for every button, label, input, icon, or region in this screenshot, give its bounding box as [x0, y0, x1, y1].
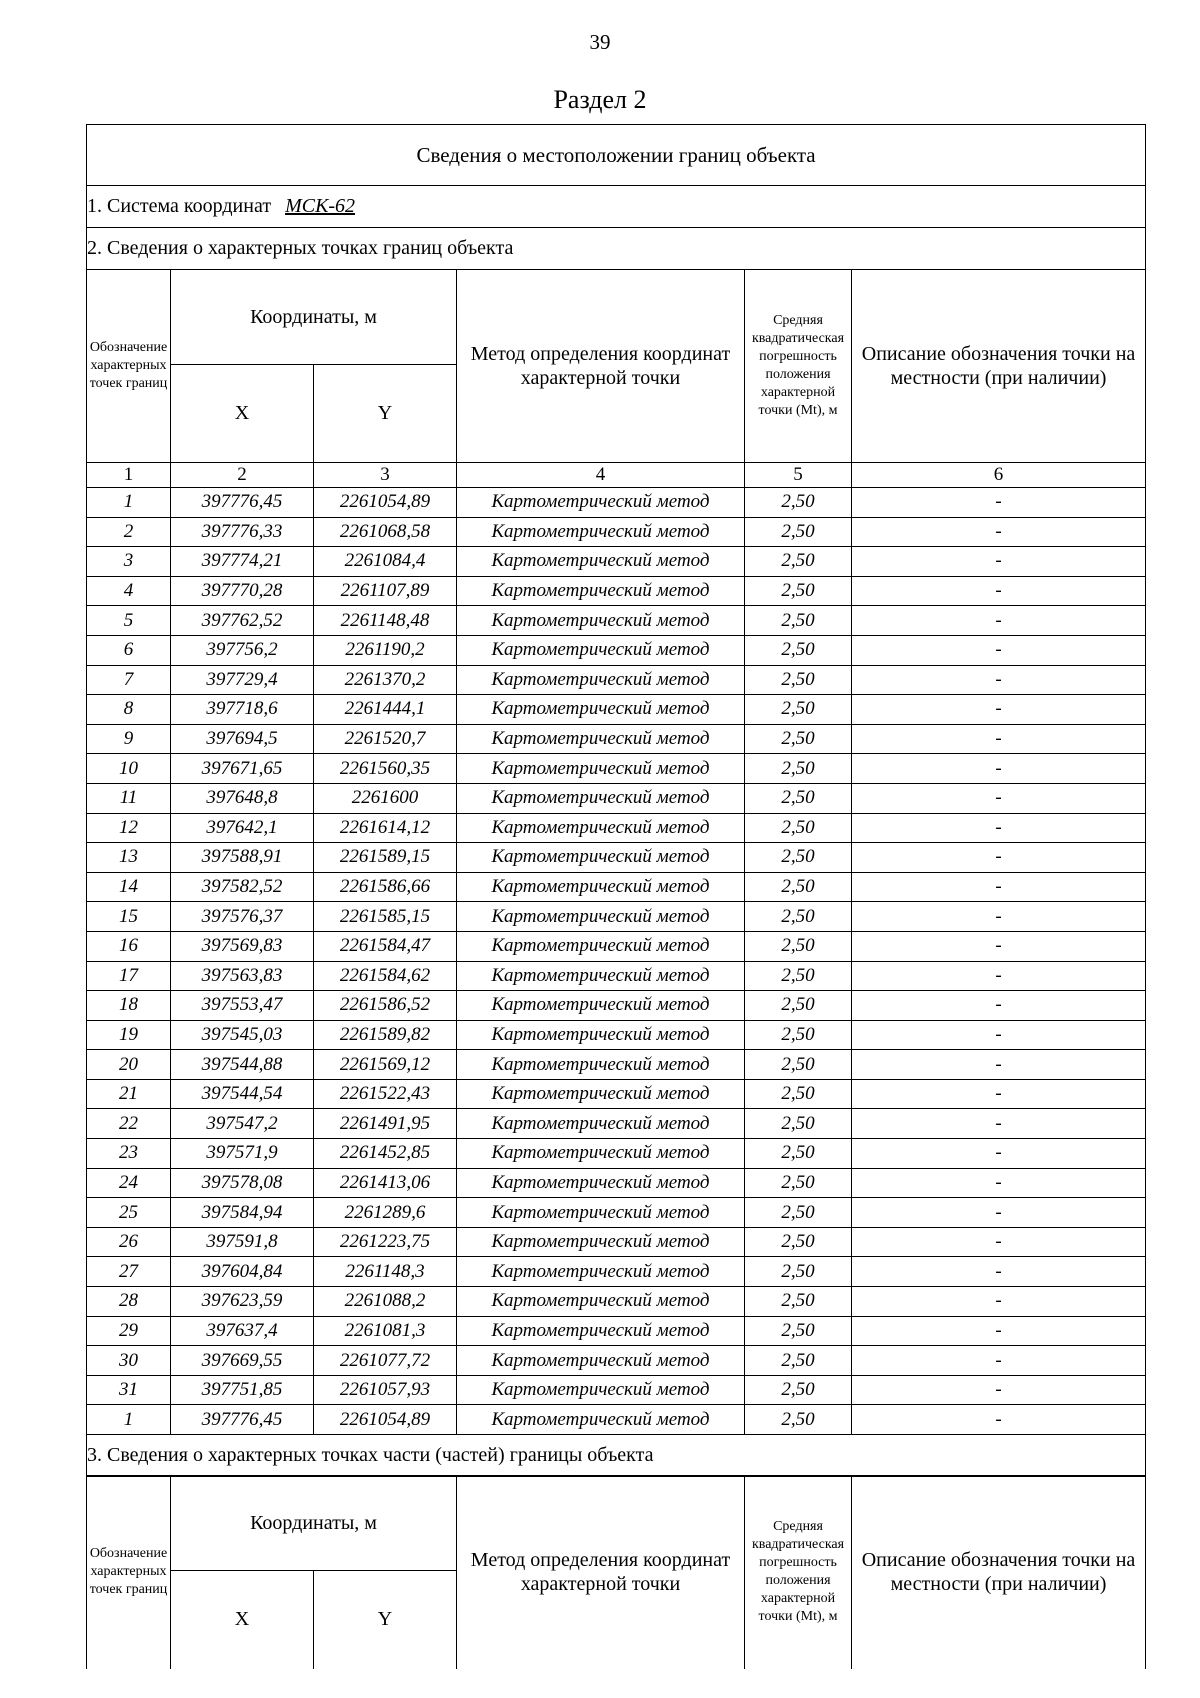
point-number-cell: 19	[87, 1020, 171, 1050]
table-row	[87, 1316, 1146, 1346]
y-cell: 2261585,15	[314, 902, 457, 932]
description-cell: -	[852, 1050, 1146, 1080]
accuracy-cell: 2,50	[745, 1227, 852, 1257]
description-cell: -	[852, 1109, 1146, 1139]
points-section-title: 2. Сведения о характерных точках границ объекта	[87, 228, 1146, 270]
accuracy-cell: 2,50	[745, 843, 852, 873]
table-caption: Сведения о местоположении границ объекта	[87, 125, 1146, 186]
y-cell: 2261491,95	[314, 1109, 457, 1139]
y-cell: 2261057,93	[314, 1375, 457, 1405]
description-cell: -	[852, 1198, 1146, 1228]
method-cell: Картометрический метод	[457, 754, 745, 784]
accuracy-cell: 2,50	[745, 724, 852, 754]
point-number-cell: 17	[87, 961, 171, 991]
point-number-cell: 2	[87, 517, 171, 547]
y-cell: 2261148,48	[314, 606, 457, 636]
x-cell: 397762,52	[171, 606, 314, 636]
description-cell: -	[852, 1020, 1146, 1050]
coord-system-label: 1. Система координат	[87, 195, 272, 217]
table-row	[87, 1050, 1146, 1080]
method-cell: Картометрический метод	[457, 783, 745, 813]
table-row	[87, 843, 1146, 873]
accuracy-cell: 2,50	[745, 902, 852, 932]
table-row	[87, 754, 1146, 784]
x-cell: 397756,2	[171, 635, 314, 665]
x-cell: 397637,4	[171, 1316, 314, 1346]
x-cell: 397563,83	[171, 961, 314, 991]
method-cell: Картометрический метод	[457, 961, 745, 991]
accuracy-cell: 2,50	[745, 1375, 852, 1405]
accuracy-cell: 2,50	[745, 754, 852, 784]
accuracy-cell: 2,50	[745, 991, 852, 1021]
x-cell: 397648,8	[171, 783, 314, 813]
x-cell: 397642,1	[171, 813, 314, 843]
table-row	[87, 488, 1146, 518]
accuracy-cell: 2,50	[745, 1346, 852, 1376]
accuracy-cell: 2,50	[745, 695, 852, 725]
x-cell: 397669,55	[171, 1346, 314, 1376]
table-row	[87, 635, 1146, 665]
description-cell: -	[852, 488, 1146, 518]
x-cell: 397729,4	[171, 665, 314, 695]
description-cell: -	[852, 1139, 1146, 1169]
header-accuracy: Средняя квадратическая погрешность положения характерной точки (Mt), м	[745, 270, 852, 463]
accuracy-cell: 2,50	[745, 1316, 852, 1346]
table-row	[87, 783, 1146, 813]
table-row	[87, 1168, 1146, 1198]
description-cell: -	[852, 1168, 1146, 1198]
x-cell: 397576,37	[171, 902, 314, 932]
boundary-table-container	[86, 124, 1145, 1631]
header-description: Описание обозначения точки на местности (при наличии)	[852, 1476, 1146, 1669]
method-cell: Картометрический метод	[457, 1168, 745, 1198]
x-cell: 397776,33	[171, 517, 314, 547]
table-row	[87, 547, 1146, 577]
y-cell: 2261223,75	[314, 1227, 457, 1257]
accuracy-cell: 2,50	[745, 1079, 852, 1109]
y-cell: 2261600	[314, 783, 457, 813]
point-number-cell: 21	[87, 1079, 171, 1109]
point-number-cell: 4	[87, 576, 171, 606]
table-row	[87, 961, 1146, 991]
method-cell: Картометрический метод	[457, 813, 745, 843]
table-row	[87, 724, 1146, 754]
column-number: 3	[314, 463, 457, 488]
y-cell: 2261148,3	[314, 1257, 457, 1287]
method-cell: Картометрический метод	[457, 1287, 745, 1317]
parts-table	[86, 1434, 1146, 1477]
method-cell: Картометрический метод	[457, 991, 745, 1021]
description-cell: -	[852, 517, 1146, 547]
description-cell: -	[852, 1227, 1146, 1257]
y-cell: 2261077,72	[314, 1346, 457, 1376]
description-cell: -	[852, 1287, 1146, 1317]
table-row	[87, 1405, 1146, 1435]
point-number-cell: 10	[87, 754, 171, 784]
x-cell: 397591,8	[171, 1227, 314, 1257]
description-cell: -	[852, 872, 1146, 902]
accuracy-cell: 2,50	[745, 1109, 852, 1139]
description-cell: -	[852, 606, 1146, 636]
description-cell: -	[852, 1375, 1146, 1405]
table-row	[87, 813, 1146, 843]
method-cell: Картометрический метод	[457, 517, 745, 547]
description-cell: -	[852, 665, 1146, 695]
description-cell: -	[852, 843, 1146, 873]
column-number-row	[87, 463, 1146, 488]
header-x: X	[171, 365, 314, 463]
x-cell: 397547,2	[171, 1109, 314, 1139]
y-cell: 2261614,12	[314, 813, 457, 843]
method-cell: Картометрический метод	[457, 1020, 745, 1050]
method-cell: Картометрический метод	[457, 872, 745, 902]
x-cell: 397584,94	[171, 1198, 314, 1228]
description-cell: -	[852, 813, 1146, 843]
table-row	[87, 1375, 1146, 1405]
description-cell: -	[852, 1079, 1146, 1109]
point-number-cell: 9	[87, 724, 171, 754]
accuracy-cell: 2,50	[745, 931, 852, 961]
point-number-cell: 20	[87, 1050, 171, 1080]
accuracy-cell: 2,50	[745, 547, 852, 577]
description-cell: -	[852, 635, 1146, 665]
description-cell: -	[852, 724, 1146, 754]
accuracy-cell: 2,50	[745, 1139, 852, 1169]
table-row	[87, 517, 1146, 547]
section-title: Раздел 2	[553, 85, 647, 114]
y-cell: 2261081,3	[314, 1316, 457, 1346]
y-cell: 2261413,06	[314, 1168, 457, 1198]
accuracy-cell: 2,50	[745, 783, 852, 813]
point-number-cell: 29	[87, 1316, 171, 1346]
table-row	[87, 665, 1146, 695]
x-cell: 397588,91	[171, 843, 314, 873]
point-number-cell: 22	[87, 1109, 171, 1139]
x-cell: 397776,45	[171, 488, 314, 518]
table-row	[87, 1198, 1146, 1228]
coord-system-row	[87, 186, 1146, 228]
accuracy-cell: 2,50	[745, 961, 852, 991]
y-cell: 2261452,85	[314, 1139, 457, 1169]
accuracy-cell: 2,50	[745, 606, 852, 636]
x-cell: 397569,83	[171, 931, 314, 961]
method-cell: Картометрический метод	[457, 1375, 745, 1405]
x-cell: 397544,88	[171, 1050, 314, 1080]
method-cell: Картометрический метод	[457, 1346, 745, 1376]
point-number-cell: 14	[87, 872, 171, 902]
accuracy-cell: 2,50	[745, 1168, 852, 1198]
description-cell: -	[852, 961, 1146, 991]
y-cell: 2261370,2	[314, 665, 457, 695]
table-row	[87, 1079, 1146, 1109]
description-cell: -	[852, 695, 1146, 725]
accuracy-cell: 2,50	[745, 1405, 852, 1435]
method-cell: Картометрический метод	[457, 576, 745, 606]
table-row	[87, 1287, 1146, 1317]
header-coords: Координаты, м	[171, 270, 457, 365]
point-number-cell: 6	[87, 635, 171, 665]
table-row	[87, 931, 1146, 961]
description-cell: -	[852, 1257, 1146, 1287]
parts-table-header-cropped	[86, 1475, 1145, 1631]
x-cell: 397694,5	[171, 724, 314, 754]
accuracy-cell: 2,50	[745, 1050, 852, 1080]
method-cell: Картометрический метод	[457, 1139, 745, 1169]
y-cell: 2261520,7	[314, 724, 457, 754]
method-cell: Картометрический метод	[457, 931, 745, 961]
column-number: 5	[745, 463, 852, 488]
table-row	[87, 991, 1146, 1021]
y-cell: 2261586,52	[314, 991, 457, 1021]
method-cell: Картометрический метод	[457, 695, 745, 725]
point-number-cell: 24	[87, 1168, 171, 1198]
header-method: Метод определения координат характерной точки	[457, 1476, 745, 1669]
point-number-cell: 27	[87, 1257, 171, 1287]
x-cell: 397776,45	[171, 1405, 314, 1435]
y-cell: 2261569,12	[314, 1050, 457, 1080]
method-cell: Картометрический метод	[457, 724, 745, 754]
point-number-cell: 30	[87, 1346, 171, 1376]
method-cell: Картометрический метод	[457, 1050, 745, 1080]
header-y: Y	[314, 1571, 457, 1669]
accuracy-cell: 2,50	[745, 1198, 852, 1228]
method-cell: Картометрический метод	[457, 547, 745, 577]
accuracy-cell: 2,50	[745, 813, 852, 843]
x-cell: 397571,9	[171, 1139, 314, 1169]
point-number-cell: 31	[87, 1375, 171, 1405]
method-cell: Картометрический метод	[457, 1227, 745, 1257]
point-number-cell: 18	[87, 991, 171, 1021]
x-cell: 397774,21	[171, 547, 314, 577]
x-cell: 397578,08	[171, 1168, 314, 1198]
coord-system-value: МСК-62	[285, 195, 356, 217]
table-row	[87, 1109, 1146, 1139]
column-number: 2	[171, 463, 314, 488]
x-cell: 397582,52	[171, 872, 314, 902]
description-cell: -	[852, 902, 1146, 932]
boundary-table	[86, 124, 1146, 1435]
column-number: 6	[852, 463, 1146, 488]
description-cell: -	[852, 1346, 1146, 1376]
description-cell: -	[852, 754, 1146, 784]
point-number-cell: 11	[87, 783, 171, 813]
header-coords: Координаты, м	[171, 1476, 457, 1571]
x-cell: 397604,84	[171, 1257, 314, 1287]
description-cell: -	[852, 1405, 1146, 1435]
accuracy-cell: 2,50	[745, 1257, 852, 1287]
header-point: Обозначение характерных точек границ	[87, 1476, 171, 1669]
x-cell: 397751,85	[171, 1375, 314, 1405]
method-cell: Картометрический метод	[457, 635, 745, 665]
table-row	[87, 1139, 1146, 1169]
table-row	[87, 1346, 1146, 1376]
header-accuracy: Средняя квадратическая погрешность положения характерной точки (Mt), м	[745, 1476, 852, 1669]
y-cell: 2261522,43	[314, 1079, 457, 1109]
method-cell: Картометрический метод	[457, 665, 745, 695]
y-cell: 2261084,4	[314, 547, 457, 577]
accuracy-cell: 2,50	[745, 872, 852, 902]
point-number-cell: 8	[87, 695, 171, 725]
table-row	[87, 695, 1146, 725]
y-cell: 2261088,2	[314, 1287, 457, 1317]
table-row	[87, 1257, 1146, 1287]
y-cell: 2261560,35	[314, 754, 457, 784]
accuracy-cell: 2,50	[745, 1287, 852, 1317]
x-cell: 397553,47	[171, 991, 314, 1021]
description-cell: -	[852, 547, 1146, 577]
method-cell: Картометрический метод	[457, 1257, 745, 1287]
method-cell: Картометрический метод	[457, 1079, 745, 1109]
y-cell: 2261190,2	[314, 635, 457, 665]
method-cell: Картометрический метод	[457, 1316, 745, 1346]
point-number-cell: 13	[87, 843, 171, 873]
y-cell: 2261068,58	[314, 517, 457, 547]
accuracy-cell: 2,50	[745, 517, 852, 547]
table-row	[87, 576, 1146, 606]
x-cell: 397718,6	[171, 695, 314, 725]
point-number-cell: 1	[87, 488, 171, 518]
table-row	[87, 872, 1146, 902]
parts-section-title: 3. Сведения о характерных точках части (частей) границы объекта	[87, 1434, 1146, 1476]
accuracy-cell: 2,50	[745, 1020, 852, 1050]
accuracy-cell: 2,50	[745, 488, 852, 518]
column-number: 1	[87, 463, 171, 488]
point-number-cell: 15	[87, 902, 171, 932]
x-cell: 397545,03	[171, 1020, 314, 1050]
method-cell: Картометрический метод	[457, 1198, 745, 1228]
accuracy-cell: 2,50	[745, 635, 852, 665]
method-cell: Картометрический метод	[457, 606, 745, 636]
y-cell: 2261589,15	[314, 843, 457, 873]
point-number-cell: 5	[87, 606, 171, 636]
y-cell: 2261107,89	[314, 576, 457, 606]
header-x: X	[171, 1571, 314, 1669]
point-number-cell: 25	[87, 1198, 171, 1228]
method-cell: Картометрический метод	[457, 902, 745, 932]
point-number-cell: 7	[87, 665, 171, 695]
table-row	[87, 606, 1146, 636]
description-cell: -	[852, 1316, 1146, 1346]
method-cell: Картометрический метод	[457, 1405, 745, 1435]
point-number-cell: 16	[87, 931, 171, 961]
y-cell: 2261586,66	[314, 872, 457, 902]
accuracy-cell: 2,50	[745, 576, 852, 606]
x-cell: 397623,59	[171, 1287, 314, 1317]
table-row	[87, 1227, 1146, 1257]
description-cell: -	[852, 576, 1146, 606]
y-cell: 2261589,82	[314, 1020, 457, 1050]
x-cell: 397671,65	[171, 754, 314, 784]
description-cell: -	[852, 783, 1146, 813]
y-cell: 2261289,6	[314, 1198, 457, 1228]
method-cell: Картометрический метод	[457, 843, 745, 873]
point-number-cell: 12	[87, 813, 171, 843]
header-description: Описание обозначения точки на местности (при наличии)	[852, 270, 1146, 463]
point-number-cell: 28	[87, 1287, 171, 1317]
header-method: Метод определения координат характерной точки	[457, 270, 745, 463]
header-y: Y	[314, 365, 457, 463]
y-cell: 2261054,89	[314, 488, 457, 518]
description-cell: -	[852, 931, 1146, 961]
y-cell: 2261584,47	[314, 931, 457, 961]
column-number: 4	[457, 463, 745, 488]
method-cell: Картометрический метод	[457, 1109, 745, 1139]
y-cell: 2261054,89	[314, 1405, 457, 1435]
header-point: Обозначение характерных точек границ	[87, 270, 171, 463]
point-number-cell: 3	[87, 547, 171, 577]
accuracy-cell: 2,50	[745, 665, 852, 695]
point-number-cell: 1	[87, 1405, 171, 1435]
point-number-cell: 23	[87, 1139, 171, 1169]
table-row	[87, 902, 1146, 932]
table-row	[87, 1020, 1146, 1050]
y-cell: 2261584,62	[314, 961, 457, 991]
point-number-cell: 26	[87, 1227, 171, 1257]
method-cell: Картометрический метод	[457, 488, 745, 518]
y-cell: 2261444,1	[314, 695, 457, 725]
x-cell: 397544,54	[171, 1079, 314, 1109]
x-cell: 397770,28	[171, 576, 314, 606]
page-number: 39	[589, 30, 611, 54]
description-cell: -	[852, 991, 1146, 1021]
